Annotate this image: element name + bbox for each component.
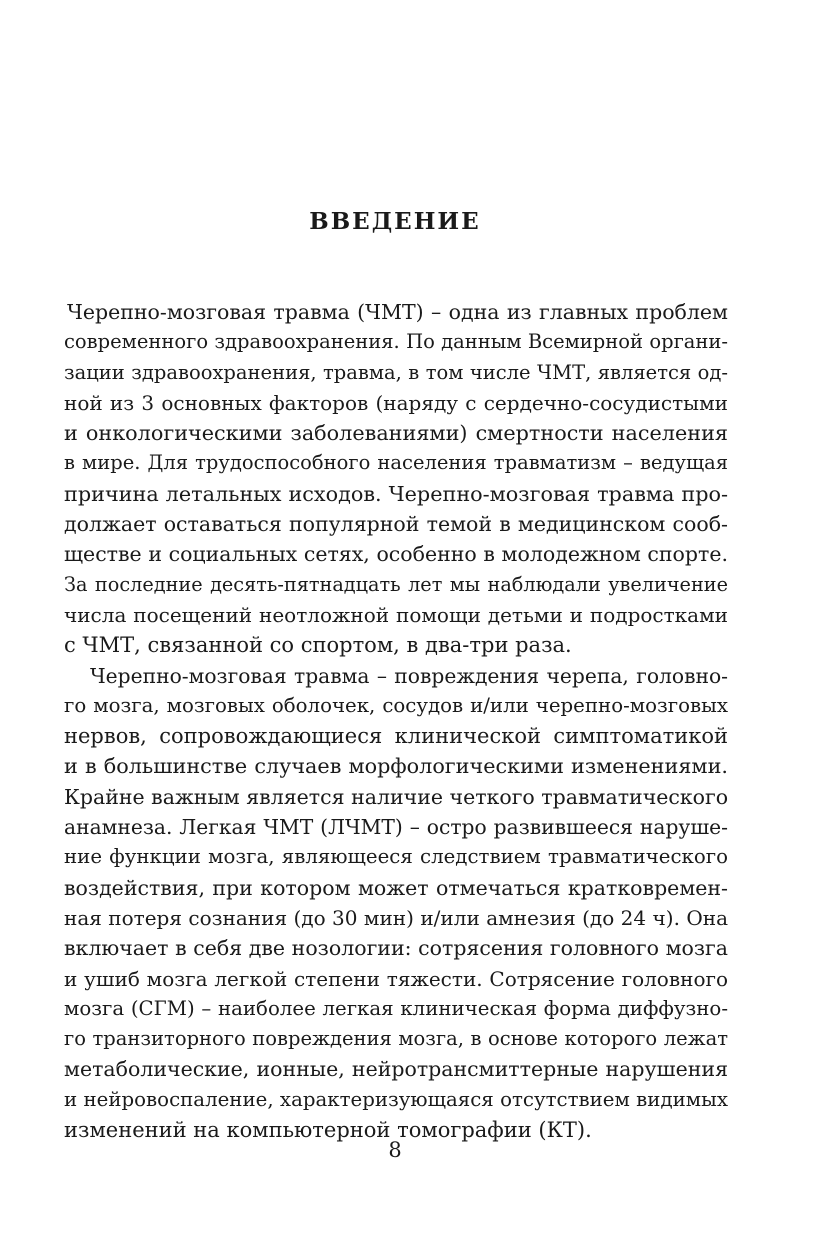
text-line: причина летальных исходов. Черепно-мозговая травма про-	[64, 481, 728, 506]
text-line: числа посещений неотложной помощи детьми и подростками	[64, 602, 728, 627]
text-line: с ЧМТ, связанной со спортом, в два-три раза.	[64, 633, 572, 658]
text-line: в мире. Для трудоспособного населения травматизм – ведущая	[64, 451, 728, 475]
text-line: и нейровоспаление, характеризующаяся отсутствием видимых	[64, 1087, 728, 1111]
text-line: ной из 3 основных факторов (наряду с сердечно-сосудистыми	[64, 390, 728, 415]
text-line: ние функции мозга, являющееся следствием травматического	[64, 845, 728, 869]
text-line: современного здравоохранения. По данным Всемирной органи-	[64, 330, 728, 354]
text-line: зации здравоохранения, травма, в том числе ЧМТ, является од-	[64, 360, 728, 384]
text-line: метаболические, ионные, нейротрансмиттерные нарушения	[64, 1057, 728, 1082]
text-line: Крайне важным является наличие четкого травматического	[64, 784, 729, 809]
body-text	[64, 297, 728, 1145]
text-line: нервов, сопровождающиеся клинической симптоматикой	[64, 724, 728, 749]
text-line: За последние десять-пятнадцать лет мы наблюдали увеличение	[64, 572, 728, 596]
text-line: мозга (СГМ) – наиболее легкая клиническая форма диффузно-	[64, 996, 728, 1020]
text-line: анамнеза. Легкая ЧМТ (ЛЧМТ) – остро развившееся наруше-	[64, 815, 728, 840]
text-line: ществе и социальных сетях, особенно в молодежном спорте.	[64, 542, 728, 567]
text-line: включает в себя две нозологии: сотрясения головного мозга	[64, 936, 728, 961]
paragraph-2	[64, 661, 728, 1146]
text-line: Черепно-мозговая травма – повреждения черепа, головно-	[90, 663, 728, 688]
text-line: и онкологическими заболеваниями) смертности населения	[64, 421, 728, 446]
text-line: го транзиторного повреждения мозга, в основе которого лежат	[64, 1027, 728, 1051]
text-line: должает оставаться популярной темой в медицинском сооб-	[64, 512, 728, 537]
text-line: Черепно-мозговая травма (ЧМТ) – одна из главных проблем	[67, 300, 728, 324]
page-number: 8	[388, 1138, 402, 1162]
text-line: воздействия, при котором может отмечаться кратковремен-	[64, 875, 728, 900]
page-title: ВВЕДЕНИЕ	[309, 208, 481, 235]
text-line: изменений на компьютерной томографии (КТ).	[64, 1118, 592, 1143]
text-line: и ушиб мозга легкой степени тяжести. Сотрясение головного	[64, 966, 728, 991]
text-line: го мозга, мозговых оболочек, сосудов и/или черепно-мозговых	[64, 693, 728, 717]
paragraph-1	[64, 297, 728, 661]
text-line: и в большинстве случаев морфологическими изменениями.	[64, 754, 728, 779]
text-line: ная потеря сознания (до 30 мин) и/или амнезия (до 24 ч). Она	[64, 905, 728, 930]
